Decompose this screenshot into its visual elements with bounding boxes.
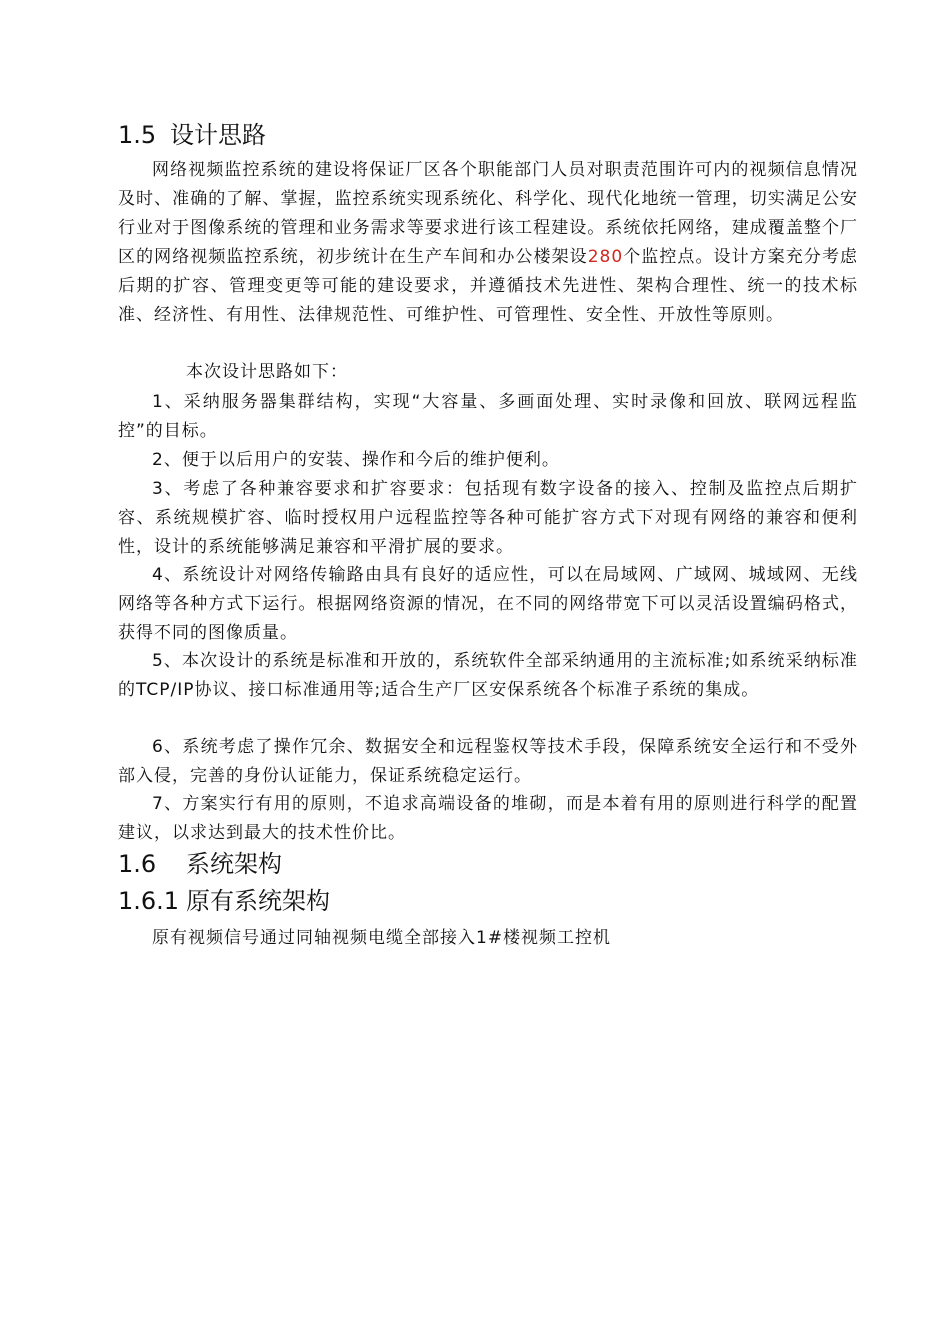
section-number: 1.5: [118, 121, 157, 149]
section-heading-1-6-1: [118, 885, 330, 917]
list-item: 4、系统设计对网络传输路由具有良好的适应性，可以在局域网、广域网、城域网、无线网络等各种方式下运行。根据网络资源的情况，在不同的网络带宽下可以灵活设置编码格式，获得不同的图像质量。: [118, 565, 858, 643]
intro-text-before: 网络视频监控系统的建设将保证厂区各个职能部门人员对职责范围许可内的视频信息情况及时、准确的了解、掌握，监控系统实现系统化、科学化、现代化地统一管理，切实满足公安行业对于图像系统的管理和业务需求等要求进行该工程建设。系统依托网络，建成覆盖整个厂区的网络视频监控系统，初步统计在生产车间和办公楼架设: [118, 160, 858, 267]
intro-paragraph: [118, 156, 858, 330]
list-item: 3、考虑了各种兼容要求和扩容要求：包括现有数字设备的接入、控制及监控点后期扩容、系统规模扩容、临时授权用户远程监控等各种可能扩容方式下对现有网络的兼容和便利性，设计的系统能够满足兼容和平滑扩展的要求。: [118, 479, 858, 557]
section-title: 设计思路: [170, 121, 266, 149]
list-item: 7、方案实行有用的原则，不追求高端设备的堆砌，而是本着有用的原则进行科学的配置建议，以求达到最大的技术性价比。: [118, 794, 858, 843]
list-item: 1、采纳服务器集群结构，实现“大容量、多画面处理、实时录像和回放、联网远程监控”的目标。: [118, 392, 858, 441]
intro-text-after: 个监控点。设计方案充分考虑后期的扩容、管理变更等可能的建设要求，并遵循技术先进性、架构合理性、统一的技术标准、经济性、有用性、法律规范性、可维护性、可管理性、安全性、开放性等原则。: [118, 247, 859, 325]
monitoring-point-count: 280: [587, 247, 624, 267]
section-title: 系统架构: [186, 850, 282, 878]
design-ideas-intro: 本次设计思路如下：: [186, 362, 348, 382]
list-item: 2、便于以后用户的安装、操作和今后的维护便利。: [152, 450, 560, 470]
list-item: 5、本次设计的系统是标准和开放的，系统软件全部采纳通用的主流标准;如系统采纳标准的TCP/IP协议、接口标准通用等;适合生产厂区安保系统各个标准子系统的集成。: [118, 651, 858, 700]
section-number: 1.6.1: [118, 887, 180, 915]
list-item: 6、系统考虑了操作冗余、数据安全和远程鉴权等技术手段，保障系统安全运行和不受外部入侵，完善的身份认证能力，保证系统稳定运行。: [118, 737, 858, 786]
section-title: 原有系统架构: [186, 887, 330, 915]
existing-architecture-paragraph: 原有视频信号通过同轴视频电缆全部接入1#楼视频工控机: [152, 928, 612, 948]
section-number: 1.6: [118, 850, 157, 878]
section-heading-1-5: [118, 119, 266, 151]
section-heading-1-6: [118, 848, 282, 880]
